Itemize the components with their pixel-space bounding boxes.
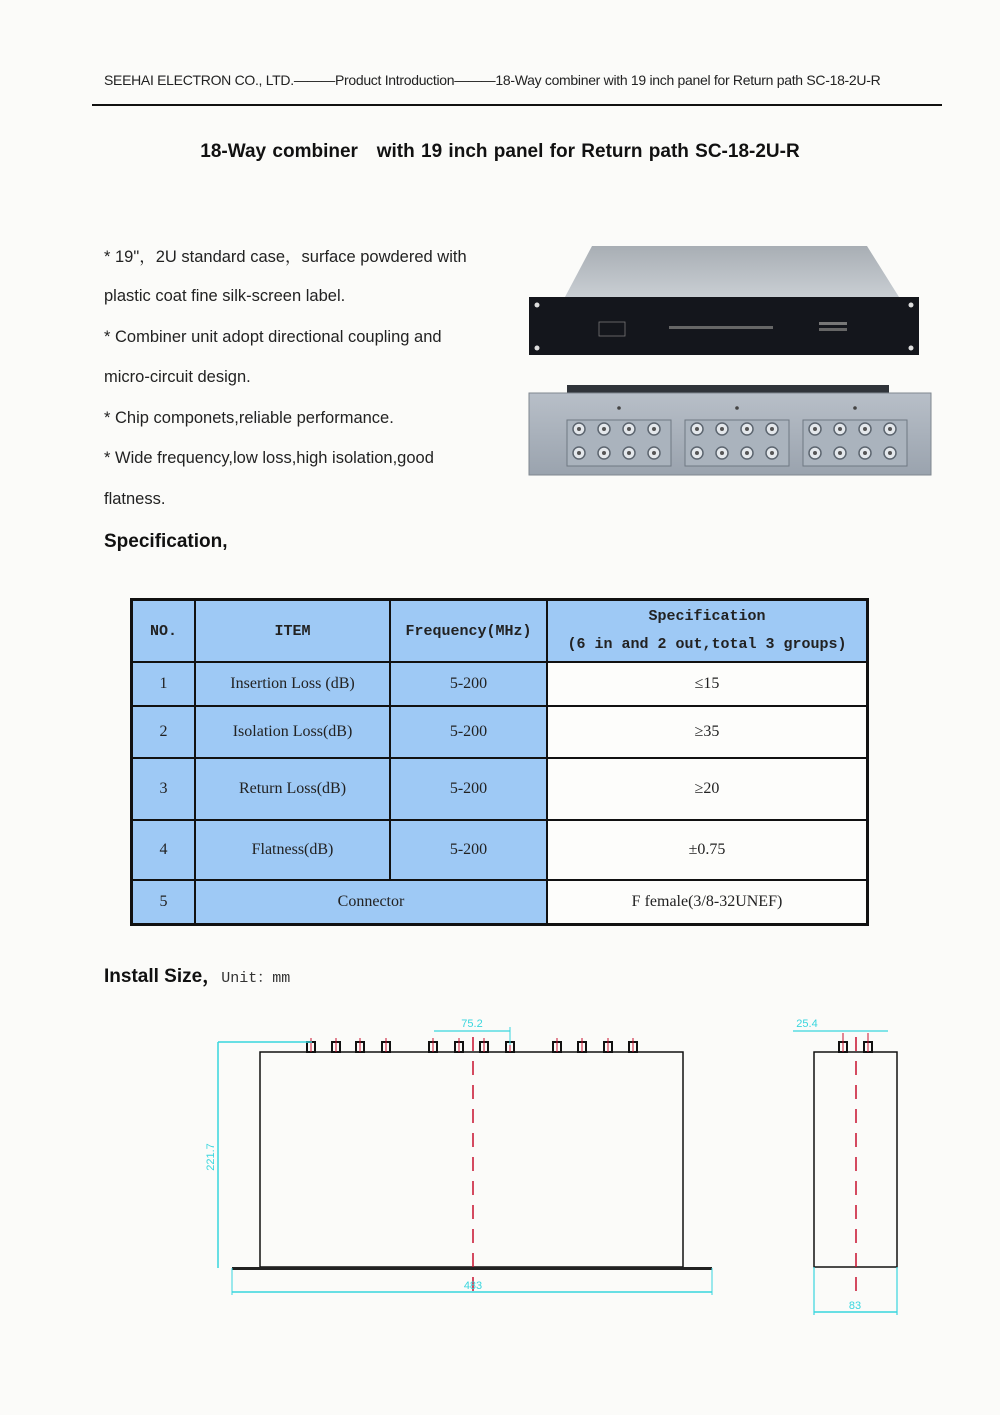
feature-line: flatness. <box>104 490 166 508</box>
height-dimension-label: 221.7 <box>205 1143 217 1171</box>
cell-frequency: 5-200 <box>390 758 547 820</box>
model-sublabel <box>819 328 847 331</box>
case-top <box>565 246 899 297</box>
column-header-item: ITEM <box>195 600 390 663</box>
spec-header-line2: (6 in and 2 out,total 3 groups) <box>567 636 847 653</box>
connector-pin <box>695 427 699 431</box>
connector-pin <box>577 427 581 431</box>
connector-pin <box>770 451 774 455</box>
rack-hole <box>909 346 914 351</box>
connector-pin <box>627 427 631 431</box>
feature-line: micro-circuit design. <box>104 368 251 386</box>
rack-flange <box>232 1267 712 1270</box>
install-size-drawing <box>190 1005 920 1325</box>
column-header-frequency: Frequency(MHz) <box>390 600 547 663</box>
connector-pin <box>863 451 867 455</box>
cell-spec: ≥20 <box>547 758 868 820</box>
connector-pin <box>813 451 817 455</box>
cell-frequency: 5-200 <box>390 706 547 758</box>
install-size-title: Install Size， <box>104 966 222 987</box>
cell-item: Return Loss(dB) <box>195 758 390 820</box>
product-photo <box>527 242 932 478</box>
cell-item: Flatness(dB) <box>195 820 390 880</box>
spec-header-line1: Specification <box>648 608 766 625</box>
depth-dimension-label: 83 <box>848 1300 862 1312</box>
side-spacing-dimension-label: 25.4 <box>796 1018 818 1030</box>
feature-line: plastic coat fine silk-screen label. <box>104 287 346 305</box>
cell-no: 3 <box>132 758 196 820</box>
cell-no: 4 <box>132 820 196 880</box>
rack-hole <box>535 303 540 308</box>
connector-pin <box>863 427 867 431</box>
connector-pin <box>838 427 842 431</box>
rack-hole <box>535 346 540 351</box>
connector-pin <box>745 451 749 455</box>
table-row <box>132 758 868 820</box>
model-label <box>819 322 847 325</box>
cell-no: 1 <box>132 662 196 706</box>
panel-caption <box>669 326 773 329</box>
connector-pin <box>838 451 842 455</box>
connector-pin <box>888 427 892 431</box>
feature-line: * Chip componets,reliable performance. <box>104 409 394 427</box>
connector-pin <box>745 427 749 431</box>
table-row <box>132 820 868 880</box>
page-header <box>104 72 904 88</box>
connector-pin <box>602 427 606 431</box>
feature-line: * 19"，2U standard case，surface powdered with <box>104 248 467 266</box>
cell-no: 5 <box>132 880 196 924</box>
cell-spec: ≥35 <box>547 706 868 758</box>
screw <box>617 406 621 410</box>
rear-view <box>529 385 931 475</box>
connector-pin <box>652 451 656 455</box>
specification-table <box>130 598 869 926</box>
feature-line: * Combiner unit adopt directional coupling and <box>104 328 442 346</box>
spacing-dimension-label: 75.2 <box>461 1018 483 1030</box>
connector-pin <box>720 451 724 455</box>
screw <box>735 406 739 410</box>
cell-spec: ≤15 <box>547 662 868 706</box>
front-outline-drawing <box>205 1018 712 1295</box>
feature-line: * Wide frequency,low loss,high isolation,good <box>104 449 434 467</box>
header-company: SEEHAI ELECTRON CO., LTD. <box>104 72 294 88</box>
unit-label: Unit：mm <box>221 970 291 987</box>
specification-heading: Specification, <box>104 531 228 552</box>
column-header-specification <box>547 600 868 663</box>
front-view <box>529 246 919 355</box>
connector-pin <box>627 451 631 455</box>
cell-spec: F female(3/8-32UNEF) <box>547 880 868 924</box>
connector-pin <box>720 427 724 431</box>
table-row <box>132 662 868 706</box>
width-dimension-label: 483 <box>463 1280 483 1292</box>
cell-item: Connector <box>195 880 547 924</box>
connector-pin <box>695 451 699 455</box>
cell-frequency: 5-200 <box>390 820 547 880</box>
cell-spec: ±0.75 <box>547 820 868 880</box>
rear-top-edge <box>567 385 889 393</box>
connector-pin <box>770 427 774 431</box>
header-divider <box>92 104 942 106</box>
connector-pin <box>652 427 656 431</box>
header-separator: ——— <box>454 72 496 88</box>
side-outline-drawing <box>793 1018 897 1315</box>
connector-pin <box>577 451 581 455</box>
cell-no: 2 <box>132 706 196 758</box>
header-separator: ——— <box>293 72 335 88</box>
install-size-heading <box>104 961 290 988</box>
cell-item: Insertion Loss (dB) <box>195 662 390 706</box>
screw <box>853 406 857 410</box>
cell-frequency: 5-200 <box>390 662 547 706</box>
table-row <box>132 706 868 758</box>
connector-pin <box>602 451 606 455</box>
rack-hole <box>909 303 914 308</box>
header-section: Product Introduction <box>334 72 455 88</box>
page-title: 18-Way combiner with 19 inch panel for Return path SC-18-2U-R <box>200 141 800 162</box>
connector-pin <box>813 427 817 431</box>
column-header-no: NO. <box>132 600 196 663</box>
table-row <box>132 880 868 924</box>
case-outline <box>260 1052 683 1267</box>
connector-pin <box>888 451 892 455</box>
header-product: 18-Way combiner with 19 inch panel for Return path SC-18-2U-R <box>495 72 881 88</box>
cell-item: Isolation Loss(dB) <box>195 706 390 758</box>
table-header-row <box>132 600 868 663</box>
